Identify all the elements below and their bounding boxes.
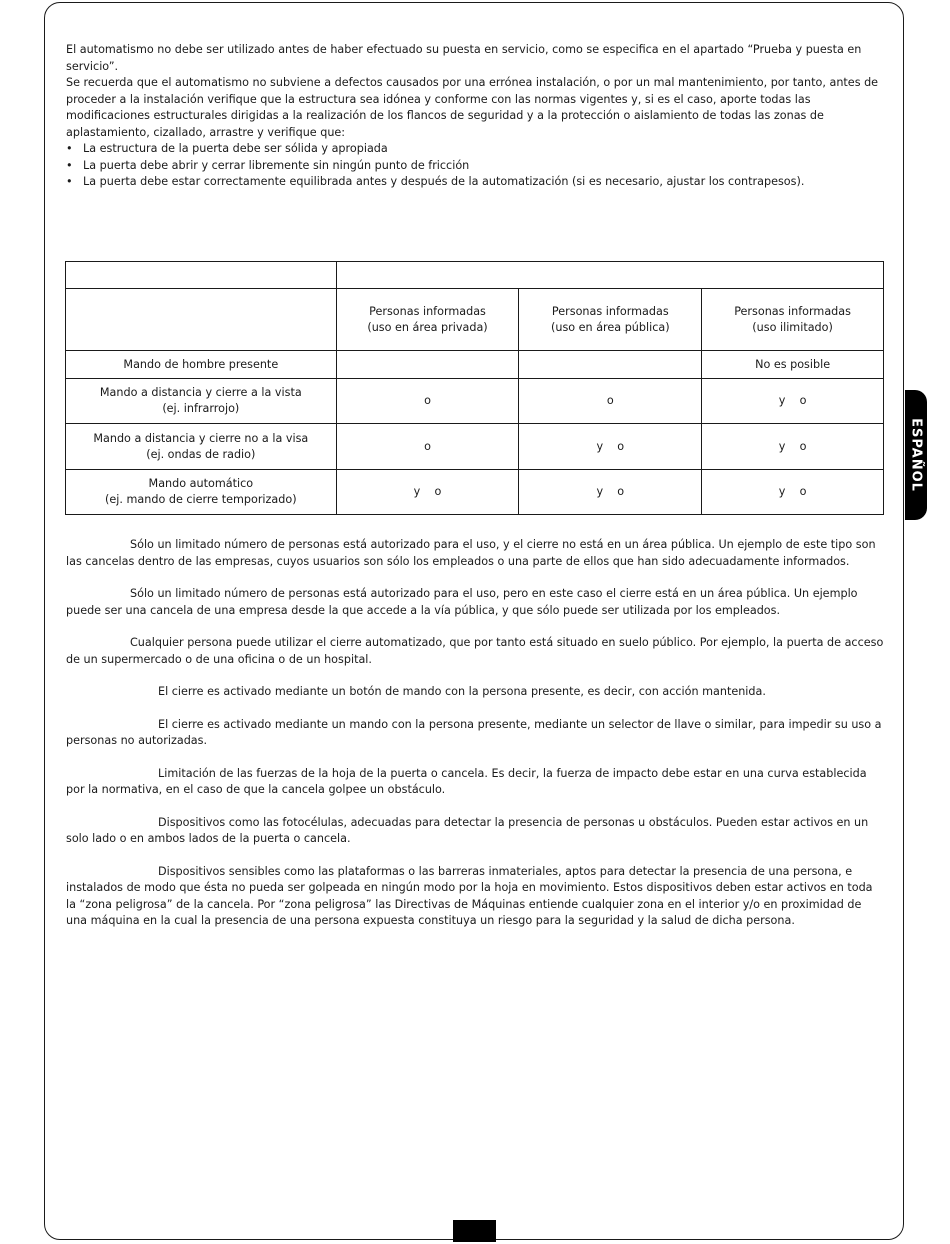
table-row-label: Mando automático (ej. mando de cierre temporizado)	[66, 470, 337, 515]
table-cell: o	[336, 424, 519, 470]
table-title-row	[66, 262, 884, 289]
definition-paragraph: Dispositivos como las fotocélulas, adecuadas para detectar la presencia de personas u obstáculos. Pueden estar activos en un solo lado o en ambos lados de la puerta o cancela.	[66, 815, 869, 845]
definition-paragraph: Sólo un limitado número de personas está autorizado para el uso, y el cierre no está en un área pública. Un ejemplo de este tipo son las cancelas dentro de las empresas, cuyos usuarios son sólo los empleados o una parte de ellos que han sido adecuadamente informados.	[66, 538, 876, 568]
checklist-item: • La estructura de la puerta debe ser sólida y apropiada	[66, 141, 884, 158]
table-cell: y o	[702, 379, 884, 424]
definition-paragraph: Limitación de las fuerzas de la hoja de la puerta o cancela. Es decir, la fuerza de impacto debe estar en una curva establecida por la normativa, en el caso de que la cancela golpee un obstáculo.	[66, 766, 867, 796]
table-cell	[519, 351, 702, 379]
definitions-section	[66, 537, 884, 946]
table-header-cell: Personas informadas (uso en área privada)	[336, 289, 519, 351]
definition-paragraph: Dispositivos sensibles como las plataformas o las barreras inmateriales, aptos para detectar la presencia de una persona, e instalados de modo que ésta no pueda ser golpeada en ningún modo por la hoja en movimiento. Estos dispositivos deben estar activos en toda la “zona peligrosa” de la cancela. Por “zona peligrosa” las Directivas de Máquinas entiende cualquier zona en el interior y/o en proximidad de una máquina en la cual la presencia de una persona expuesta constituya un riesgo para la seguridad y la salud de dicha persona.	[66, 864, 873, 927]
table-row-label: Mando a distancia y cierre a la vista (ej. infrarrojo)	[66, 379, 337, 424]
language-tab	[905, 390, 927, 520]
language-tab-label: ESPAÑOL	[908, 418, 924, 492]
checklist-item: • La puerta debe abrir y cerrar libremente sin ningún punto de fricción	[66, 158, 884, 175]
page-number-box	[453, 1220, 496, 1242]
usage-classification-table	[65, 261, 884, 515]
checklist-item: • La puerta debe estar correctamente equilibrada antes y después de la automatización (si es necesario, ajustar los contrapesos).	[66, 174, 884, 191]
table-empty-header-cell	[66, 289, 337, 351]
intro-paragraph-2: Se recuerda que el automatismo no subviene a defectos causados por una errónea instalación, o por un mal mantenimiento, por tanto, antes de proceder a la instalación verifique que la estructura sea idónea y conforme con las normas vigentes y, si es el caso, aporte todas las modificaciones estructurales dirigidas a la realización de los flancos de seguridad y a la protección o aislamiento de todas las zonas de aplastamiento, cizallado, arrastre y verifique que:	[66, 76, 879, 139]
table-group-header-cell	[336, 262, 883, 289]
table-header-cell: Personas informadas (uso ilimitado)	[702, 289, 884, 351]
table-cell	[336, 351, 519, 379]
intro-section	[66, 42, 884, 191]
table-cell: o	[519, 379, 702, 424]
table-cell: y o	[336, 470, 519, 515]
definition-paragraph: El cierre es activado mediante un mando con la persona presente, mediante un selector de llave o similar, para impedir su uso a personas no autorizadas.	[66, 717, 882, 747]
table-row	[66, 379, 884, 424]
table-cell: o	[336, 379, 519, 424]
table-row	[66, 470, 884, 515]
table-corner-cell	[66, 262, 337, 289]
definition-paragraph: El cierre es activado mediante un botón de mando con la persona presente, es decir, con acción mantenida.	[158, 685, 766, 698]
table-cell: y o	[702, 424, 884, 470]
table-row	[66, 424, 884, 470]
table-cell: No es posible	[702, 351, 884, 379]
table-row-label: Mando a distancia y cierre no a la visa (ej. ondas de radio)	[66, 424, 337, 470]
checklist	[66, 141, 884, 191]
table-row-label: Mando de hombre presente	[66, 351, 337, 379]
table-cell: y o	[519, 470, 702, 515]
table-cell: y o	[702, 470, 884, 515]
definition-paragraph: Sólo un limitado número de personas está autorizado para el uso, pero en este caso el cierre está en un área pública. Un ejemplo puede ser una cancela de una empresa desde la que accede a la vía pública, y que sólo puede ser utilizada por los empleados.	[66, 587, 858, 617]
table-row	[66, 351, 884, 379]
table-cell: y o	[519, 424, 702, 470]
definition-paragraph: Cualquier persona puede utilizar el cierre automatizado, que por tanto está situado en suelo público. Por ejemplo, la puerta de acceso de un supermercado o de una oficina o de un hospital.	[66, 636, 884, 666]
table-header-cell: Personas informadas (uso en área pública)	[519, 289, 702, 351]
intro-paragraph-1: El automatismo no debe ser utilizado antes de haber efectuado su puesta en servicio, como se especifica en el apartado “Prueba y puesta en servicio”.	[66, 43, 862, 73]
table-header-row	[66, 289, 884, 351]
